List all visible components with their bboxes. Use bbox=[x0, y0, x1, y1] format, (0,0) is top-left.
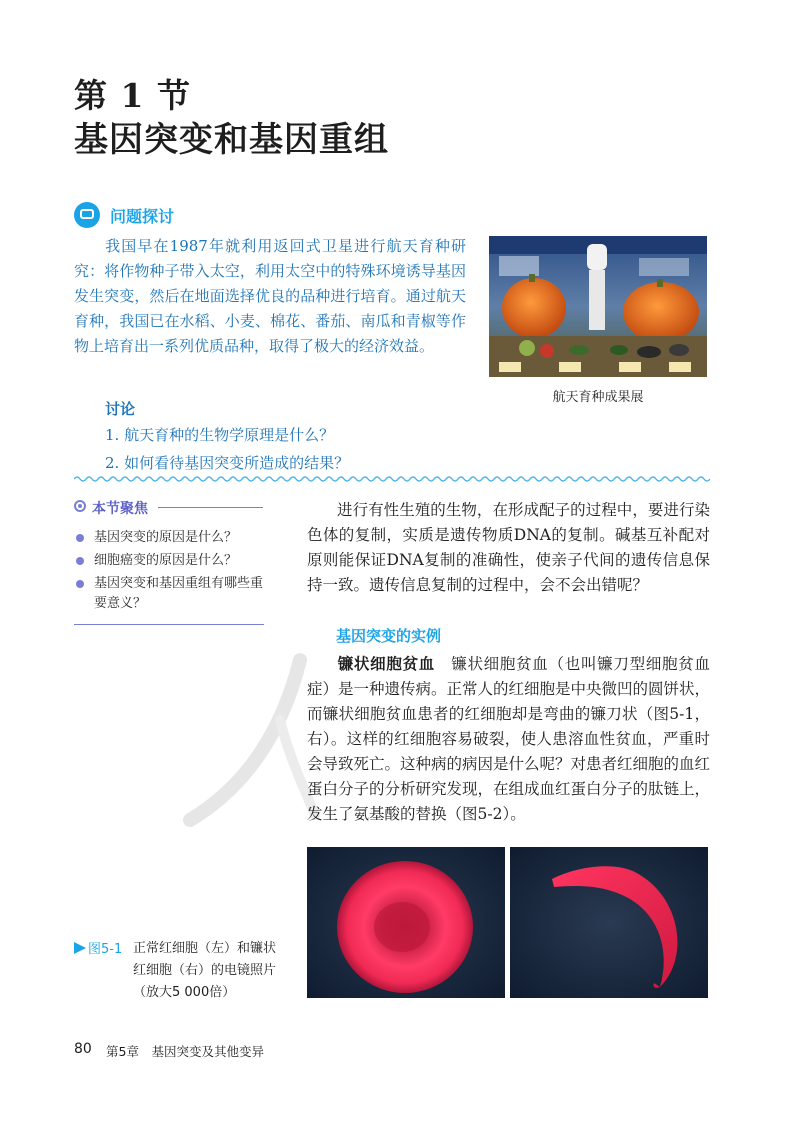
focus-item-text: 基因突变和基因重组有哪些重要意义？ bbox=[94, 576, 264, 611]
body-paragraph-text: 镰状细胞贫血（也叫镰刀型细胞贫血症）是一种遗传病。正常人的红细胞是中央微凹的圆饼状，而镰状细胞贫血患者的红细胞却是弯曲的镰刀状（图5-1，右）。这样的红细胞容易破裂，使人患溶血性贫血，严重时会导致死亡。这种病的病因是什么呢？对患者红细胞的血红蛋白分子的分析研究发现，在组成血红蛋白分子的肽链上，发生了氨基酸的替换（图5-2）。 bbox=[307, 655, 711, 823]
discussion-question: 2. 如何看待基因突变所造成的结果？ bbox=[105, 454, 350, 472]
focus-item-text: 基因突变的原因是什么？ bbox=[94, 530, 238, 545]
paragraph-lead-term: 镰状细胞贫血 bbox=[337, 655, 436, 673]
focus-heading: 本节聚焦 bbox=[92, 501, 148, 517]
bullet-icon bbox=[76, 534, 84, 542]
discussion-heading: 讨论 bbox=[105, 400, 136, 418]
subheading: 基因突变的实例 bbox=[336, 627, 442, 645]
space-breeding-photo bbox=[489, 236, 707, 377]
chapter-title: 第5章 基因突变及其他变异 bbox=[106, 1044, 264, 1059]
inquiry-paragraph-text: 我国早在1987年就利用返回式卫星进行航天育种研究：将作物种子带入太空，利用太空中的特殊环境诱导基因发生突变，然后在地面选择优良的品种进行培育。通过航天育种，我国已在水稻、小麦、棉花、番茄、南瓜和青椒等作物上培育出一系列优质品种，取得了极大的经济效益。 bbox=[74, 237, 466, 355]
wavy-divider bbox=[74, 474, 710, 484]
sickle-red-blood-cell-photo bbox=[510, 847, 708, 998]
watermark-mark bbox=[170, 640, 320, 830]
figure-caption: 正常红细胞（左）和镰状红细胞（右）的电镜照片（放大5 000倍） bbox=[133, 941, 277, 1000]
focus-item-text: 细胞癌变的原因是什么？ bbox=[94, 553, 238, 568]
inquiry-heading: 问题探讨 bbox=[110, 207, 175, 226]
chat-bubble-icon bbox=[74, 202, 100, 228]
bullet-icon bbox=[76, 580, 84, 588]
focus-divider bbox=[158, 507, 263, 508]
body-paragraph bbox=[307, 498, 710, 598]
section-title: 基因突变和基因重组 bbox=[74, 120, 389, 160]
normal-red-blood-cell-photo bbox=[307, 847, 505, 998]
focus-divider bbox=[74, 624, 264, 625]
bullet-icon bbox=[76, 557, 84, 565]
body-paragraph bbox=[307, 652, 710, 827]
figure-arrow-icon bbox=[74, 942, 86, 954]
target-icon bbox=[74, 500, 86, 512]
page-number: 80 bbox=[74, 1041, 92, 1057]
figure-label: 图5-1 bbox=[88, 942, 123, 957]
body-paragraph-text: 进行有性生殖的生物，在形成配子的过程中，要进行染色体的复制，实质是遗传物质DNA的复制。碱基互补配对原则能保证DNA复制的准确性，使亲子代间的遗传信息保持一致。遗传信息复制的过程中，会不会出错呢？ bbox=[307, 501, 710, 594]
inquiry-paragraph bbox=[74, 234, 466, 359]
photo-caption: 航天育种成果展 bbox=[552, 390, 644, 405]
discussion-question: 1. 航天育种的生物学原理是什么？ bbox=[105, 426, 335, 444]
section-number: 第 1 节 bbox=[74, 76, 191, 115]
